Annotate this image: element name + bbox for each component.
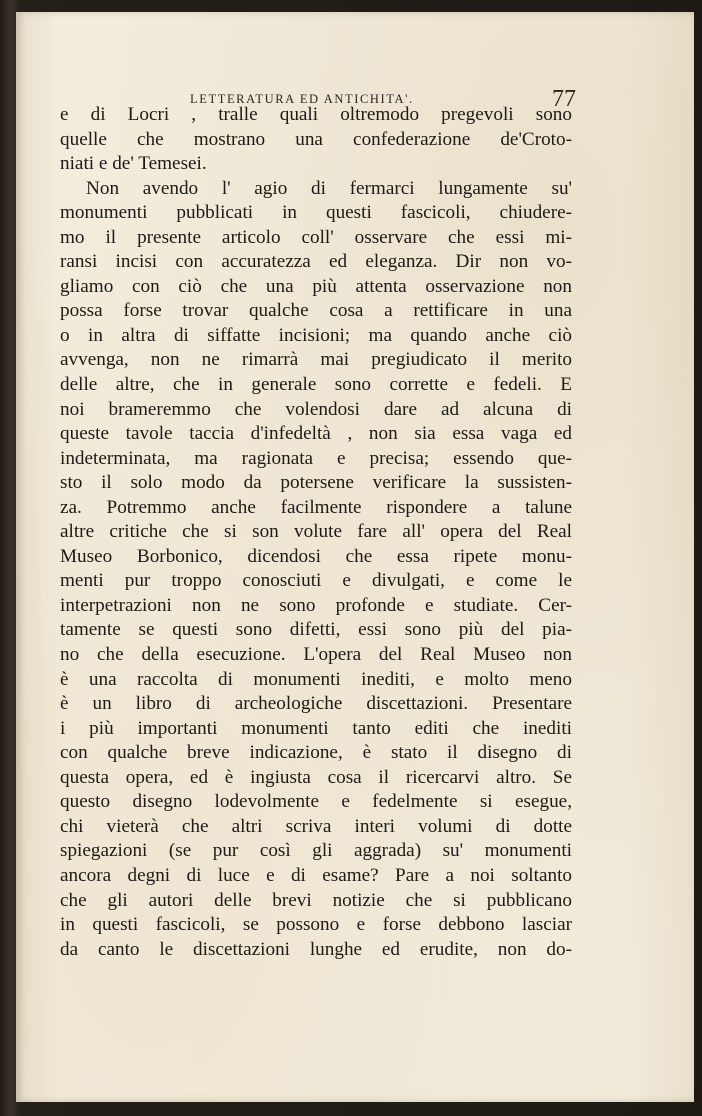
text-line: za. Potremmo anche facilmente rispondere a talune: [60, 496, 572, 518]
text-line: questa opera, ed è ingiusta cosa il ricercarvi altro. Se: [60, 766, 572, 788]
text-line: è una raccolta di monumenti inediti, e molto meno: [60, 668, 572, 690]
text-line: queste tavole taccia d'infedeltà , non sia essa vaga ed: [60, 423, 572, 445]
text-line: niati e de' Temesei.: [60, 153, 207, 175]
text-line: chi vieterà che altri scriva interi volumi di dotte: [60, 815, 572, 837]
text-line: noi brameremmo che volendosi dare ad alcuna di: [60, 398, 572, 420]
page-number: 77: [552, 86, 576, 112]
text-line: Non avendo l' agio di fermarci lungamente su': [86, 177, 572, 199]
text-line: è un libro di archeologiche discettazioni. Presentare: [60, 693, 572, 715]
running-title: LETTERATURA ED ANTICHITA'.: [190, 92, 414, 106]
text-line: delle altre, che in generale sono corrette e fedeli. E: [60, 374, 572, 396]
text-line: Museo Borbonico, dicendosi che essa ripete monu-: [60, 545, 572, 567]
text-line: menti pur troppo conosciuti e divulgati, e come le: [60, 570, 572, 592]
text-line: e di Locri , tralle quali oltremodo pregevoli sono: [60, 104, 572, 125]
text-line: interpetrazioni non ne sono profonde e studiate. Cer-: [60, 594, 572, 616]
text-line: ransi incisi con accuratezza ed eleganza. Dir non vo-: [60, 251, 572, 273]
text-line: possa forse trovar qualche cosa a rettificare in una: [60, 300, 572, 322]
text-line: questo disegno lodevolmente e fedelmente si esegue,: [60, 791, 572, 813]
text-line: avvenga, non ne rimarrà mai pregiudicato il merito: [60, 349, 572, 371]
text-line: ancora degni di luce e di esame? Pare a noi soltanto: [60, 864, 572, 886]
text-line: indeterminata, ma ragionata e precisa; essendo que-: [60, 447, 572, 469]
text-line: gliamo con ciò che una più attenta osservazione non: [60, 275, 572, 297]
text-line: quelle che mostrano una confederazione de'Croto-: [60, 128, 572, 150]
text-line: sto il solo modo da potersene verificare la sussisten-: [60, 472, 572, 494]
text-line: mo il presente articolo coll' osservare che essi mi-: [60, 226, 572, 248]
text-line: con qualche breve indicazione, è stato il disegno di: [60, 742, 572, 764]
text-line: altre critiche che si son volute fare all' opera del Real: [60, 521, 572, 543]
text-line: i più importanti monumenti tanto editi che inediti: [60, 717, 572, 739]
text-line: che gli autori delle brevi notizie che si pubblicano: [60, 889, 572, 911]
text-line: tamente se questi sono difetti, essi sono più del pia-: [60, 619, 572, 641]
text-line: in questi fascicoli, se possono e forse debbono lasciar: [60, 914, 572, 936]
text-line: da canto le discettazioni lunghe ed erudite, non do-: [60, 938, 572, 960]
body-text: [60, 103, 572, 962]
text-line: no che della esecuzione. L'opera del Real Museo non: [60, 644, 572, 666]
text-line: o in altra di siffatte incisioni; ma quando anche ciò: [60, 324, 572, 346]
text-line: monumenti pubblicati in questi fascicoli, chiudere-: [60, 202, 572, 224]
text-line: spiegazioni (se pur così gli aggrada) su' monumenti: [60, 840, 572, 862]
